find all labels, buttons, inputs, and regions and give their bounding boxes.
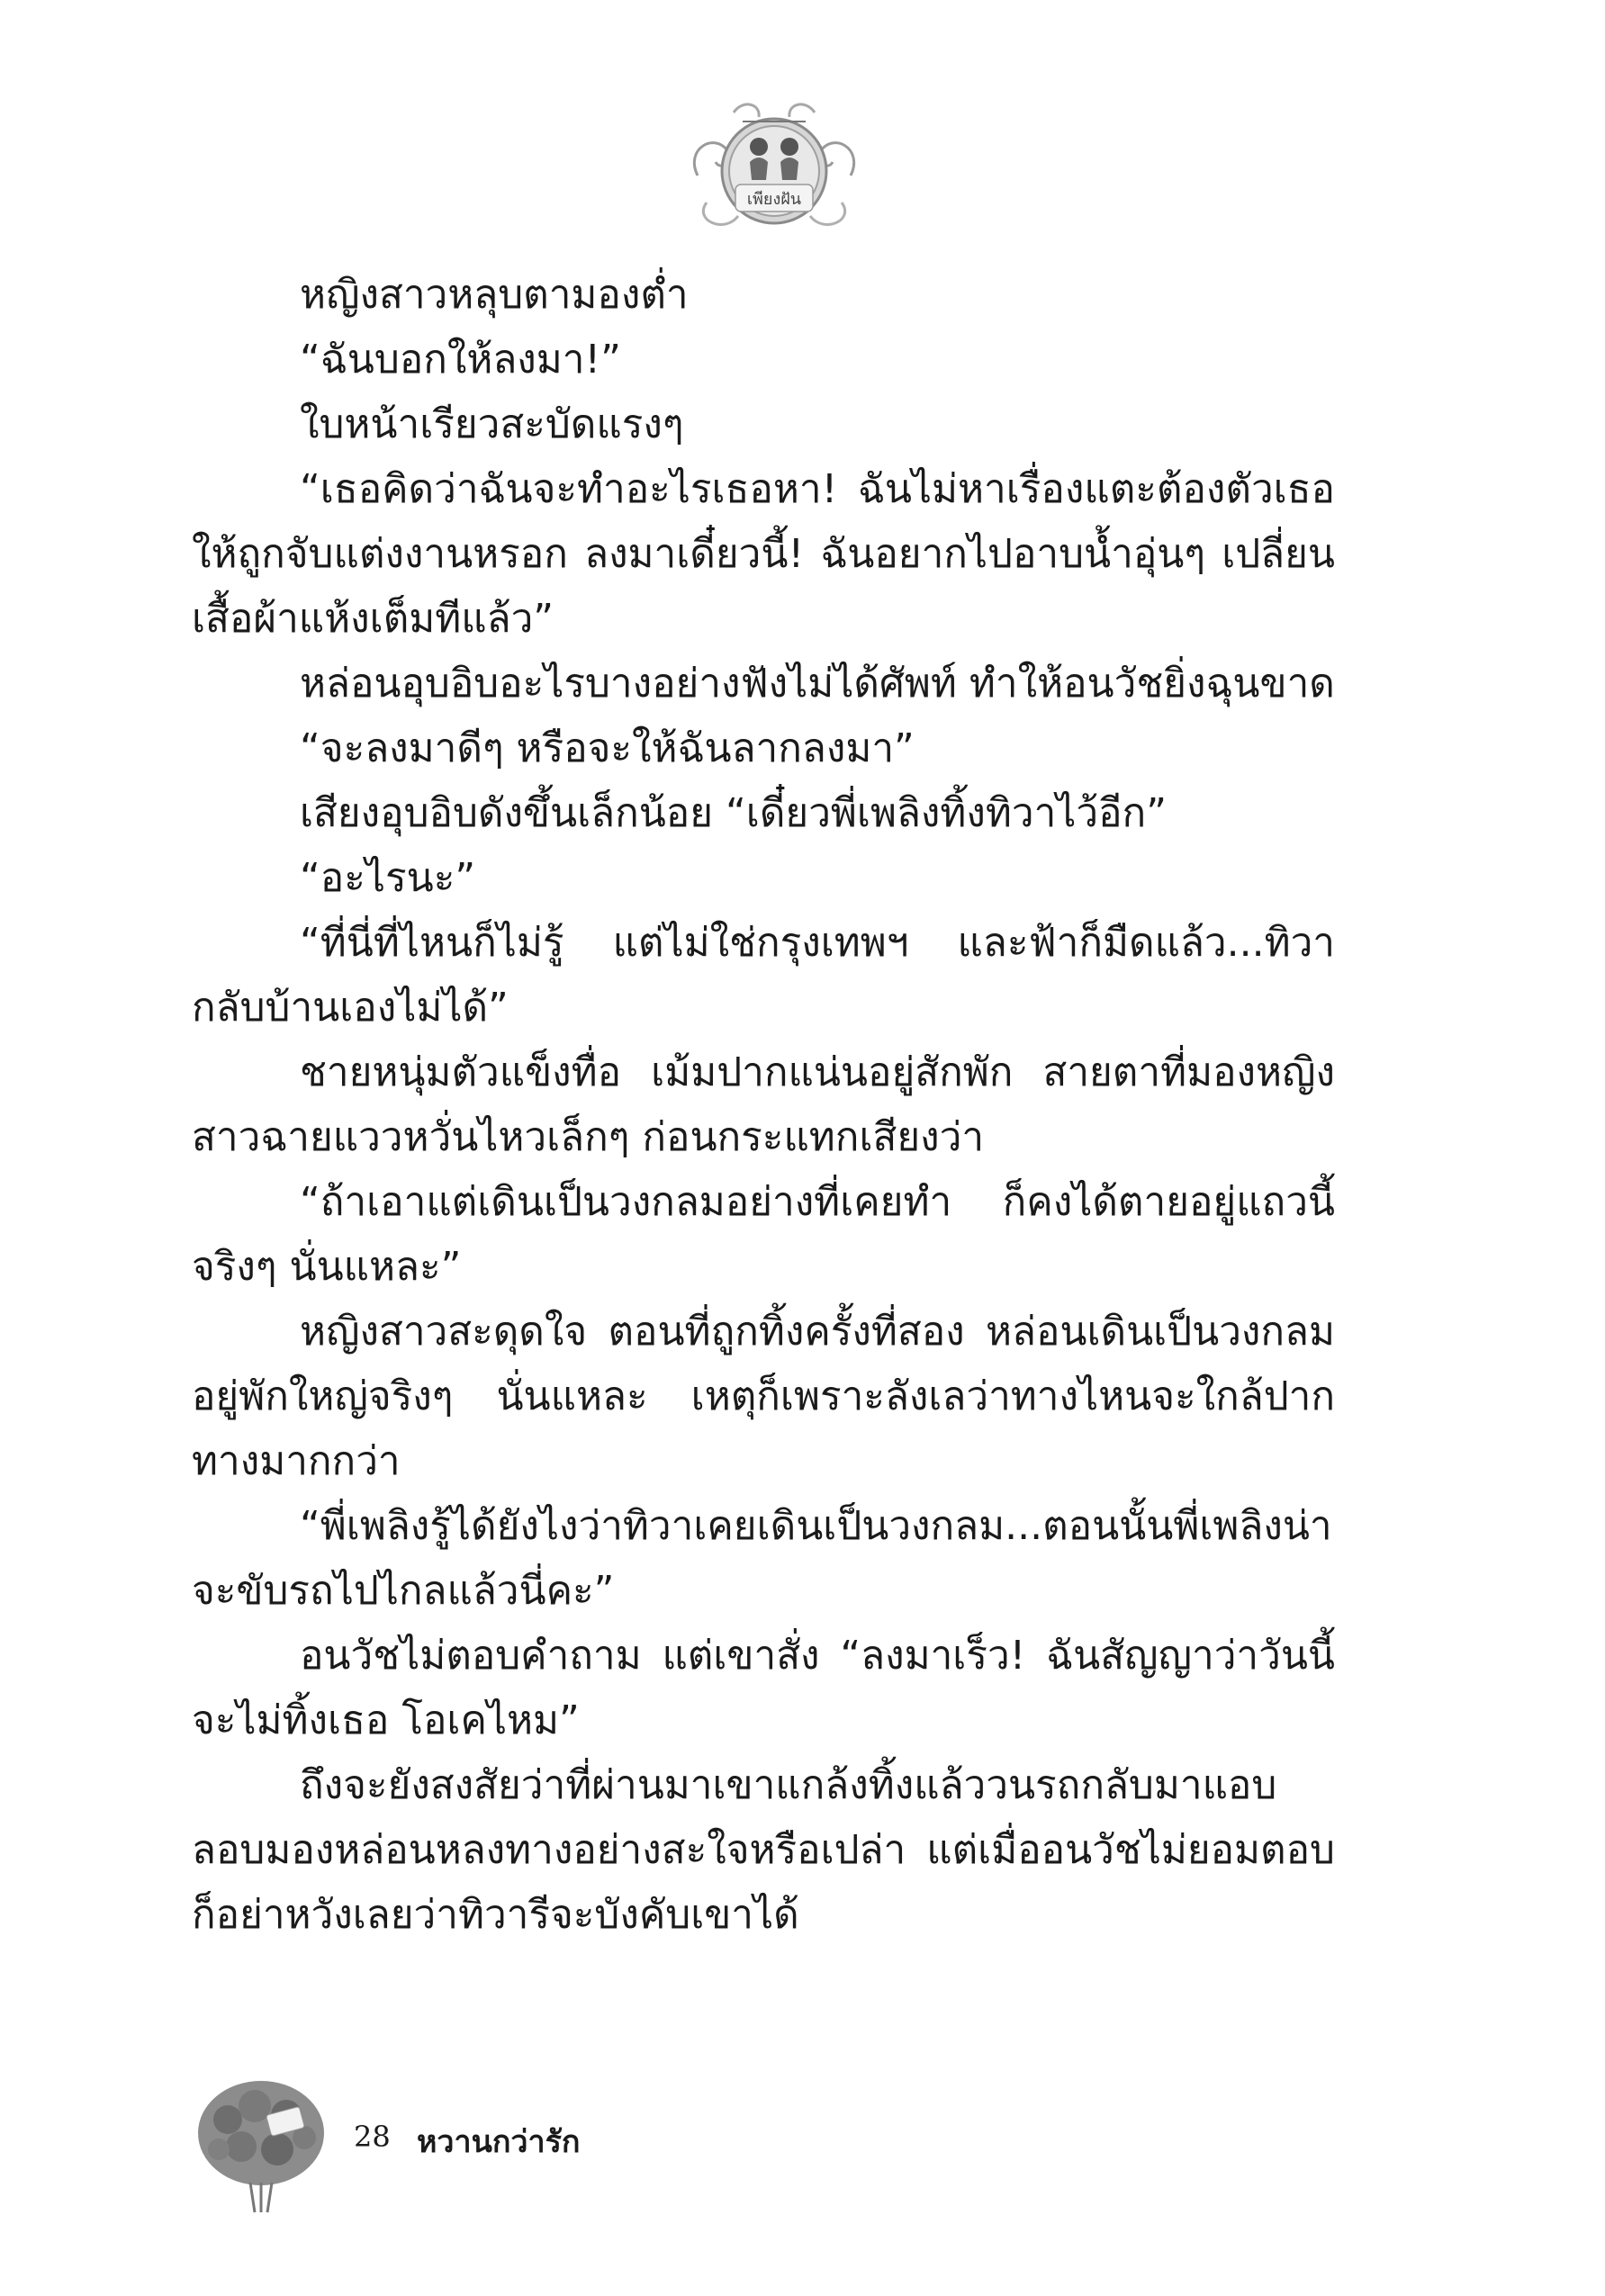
header-emblem (680, 95, 869, 243)
svg-text:เพียงฝัน: เพียงฝัน (746, 190, 802, 209)
paragraph: อนวัชไม่ตอบคำถาม แต่เขาสั่ง “ลงมาเร็ว! ฉันสัญญาว่าวันนี้จะไม่ทิ้งเธอ โอเคไหม” (192, 1633, 1335, 1743)
paragraph: “พี่เพลิงรู้ได้ยังไงว่าทิวาเคยเดินเป็นวงกลม...ตอนนั้นพี่เพลิงน่าจะขับรถไปไกลแล้วนี่คะ” (192, 1503, 1332, 1614)
paragraph: ถึงจะยังสงสัยว่าที่ผ่านมาเขาแกล้งทิ้งแล้ววนรถกลับมาแอบลอบมองหล่อนหลงทางอย่างสะใจหรือเปล่า แต่เมื่ออนวัชไม่ยอมตอบ ก็อย่าหวังเลยว่าทิวารีจะบังคับเขาได้ (192, 1762, 1335, 1938)
paragraph: “เธอคิดว่าฉันจะทำอะไรเธอหา! ฉันไม่หาเรื่องแตะต้องตัวเธอให้ถูกจับแต่งงานหรอก ลงมาเดี๋ยวนี้! ฉันอยากไปอาบน้ำอุ่นๆ เปลี่ยนเสื้อผ้าแห้งเต็มทีแล้ว” (192, 466, 1335, 642)
book-title: หวานกว่ารัก (417, 2124, 581, 2160)
page-body (192, 263, 1335, 1948)
page-number: 28 (354, 2120, 391, 2154)
page-footer (192, 2070, 822, 2214)
paragraph: ใบหน้าเรียวสะบัดแรงๆ (300, 401, 684, 447)
paragraph: หญิงสาวสะดุดใจ ตอนที่ถูกทิ้งครั้งที่สอง หล่อนเดินเป็นวงกลมอยู่พักใหญ่จริงๆ นั่นแหละ เหตุก็เพราะลังเลว่าทางไหนจะใกล้ปากทางมากกว่า (192, 1309, 1335, 1484)
rose-bouquet-icon (192, 2070, 331, 2214)
paragraph: ชายหนุ่มตัวแข็งทื่อ เม้มปากแน่นอยู่สักพัก สายตาที่มองหญิงสาวฉายแววหวั่นไหวเล็กๆ ก่อนกระแทกเสียงว่า (192, 1049, 1335, 1160)
ornamental-crest-icon (680, 95, 869, 243)
paragraph: “อะไรนะ” (300, 855, 476, 901)
paragraph: หญิงสาวหลุบตามองต่ำ (300, 272, 689, 318)
paragraph: เสียงอุบอิบดังขึ้นเล็กน้อย “เดี๋ยวพี่เพลิงทิ้งทิวาไว้อีก” (300, 790, 1167, 836)
paragraph: “ฉันบอกให้ลงมา!” (300, 337, 621, 383)
paragraph: “ที่นี่ที่ไหนก็ไม่รู้ แต่ไม่ใช่กรุงเทพฯ และฟ้าก็มืดแล้ว...ทิวากลับบ้านเองไม่ได้” (192, 920, 1335, 1031)
paragraph: “ถ้าเอาแต่เดินเป็นวงกลมอย่างที่เคยทำ ก็คงได้ตายอยู่แถวนี้จริงๆ นั่นแหละ” (192, 1179, 1335, 1290)
paragraph: หล่อนอุบอิบอะไรบางอย่างฟังไม่ได้ศัพท์ ทำให้อนวัชยิ่งฉุนขาด (300, 661, 1335, 707)
paragraph: “จะลงมาดีๆ หรือจะให้ฉันลากลงมา” (300, 725, 915, 771)
